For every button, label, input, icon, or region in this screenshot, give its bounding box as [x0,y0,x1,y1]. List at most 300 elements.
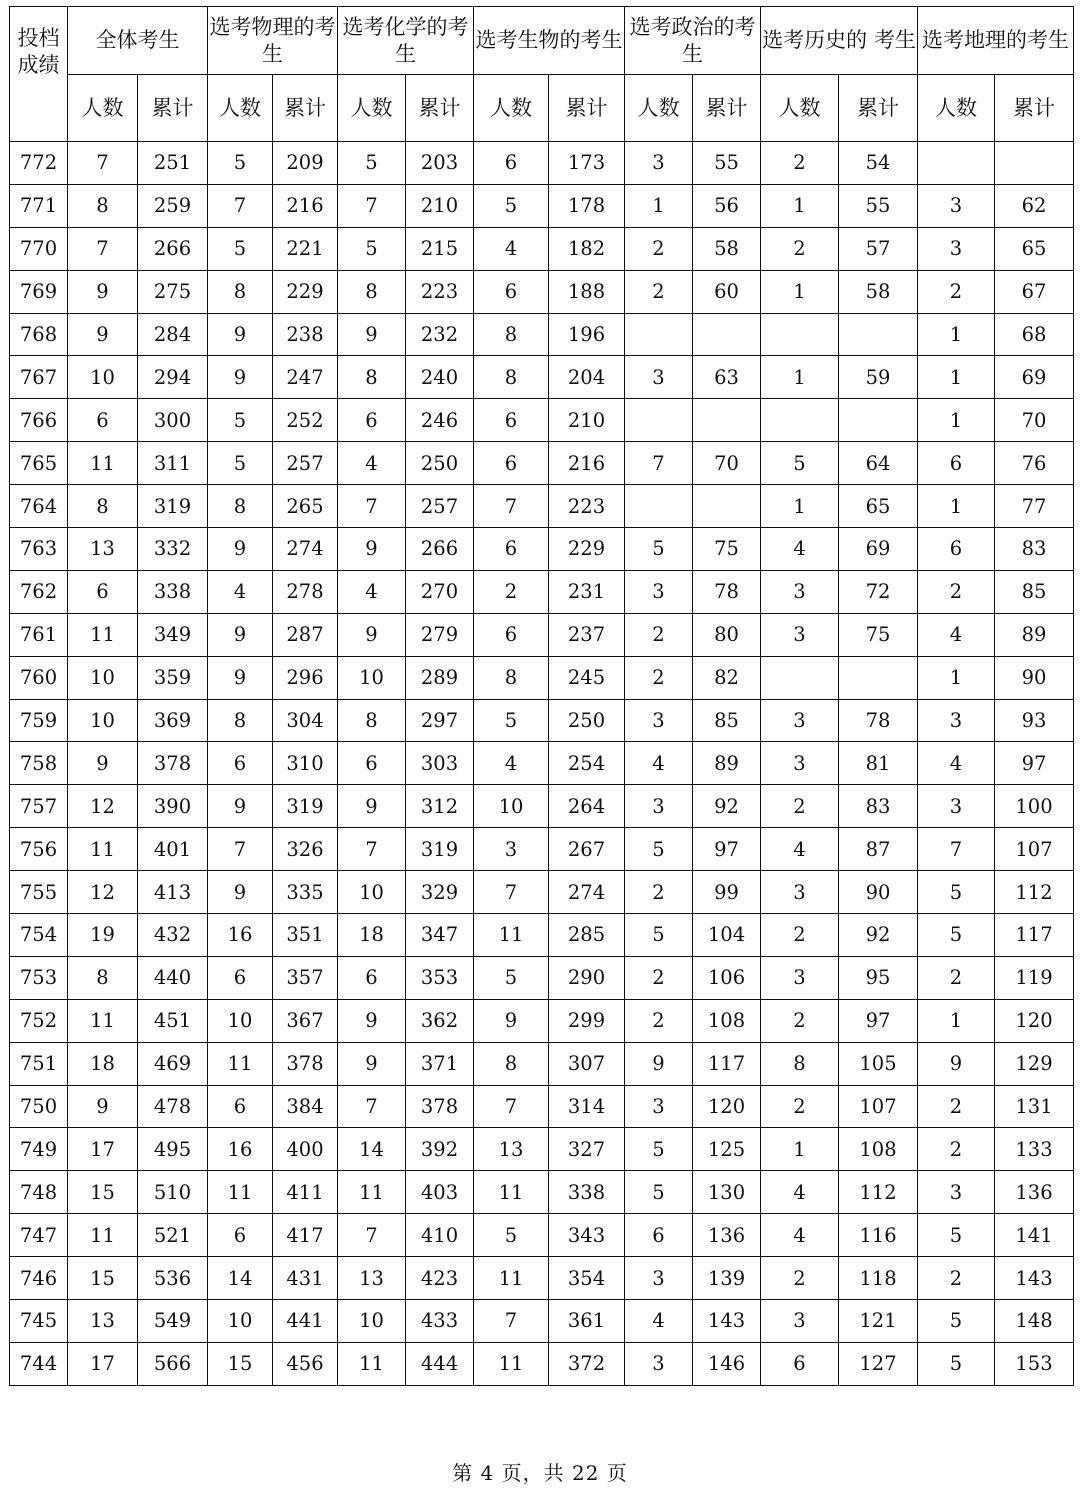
table-cell: 5 [208,442,273,485]
table-cell: 78 [839,699,918,742]
table-cell: 2 [625,871,693,914]
table-cell: 8 [338,270,406,313]
table-cell: 8 [68,485,138,528]
cumulative-header: 累计 [138,75,208,142]
table-cell: 319 [406,828,474,871]
score-cell: 772 [10,142,68,185]
table-cell: 10 [338,656,406,699]
cumulative-header: 累计 [549,75,625,142]
table-cell: 12 [68,871,138,914]
table-cell: 5 [625,528,693,571]
table-cell: 7 [208,828,273,871]
table-cell: 116 [839,1214,918,1257]
table-cell: 329 [406,871,474,914]
table-cell: 13 [68,1300,138,1343]
table-cell: 378 [138,742,208,785]
table-cell: 440 [138,956,208,999]
table-cell: 107 [995,828,1074,871]
table-cell: 289 [406,656,474,699]
table-cell: 354 [549,1257,625,1300]
table-cell: 413 [138,871,208,914]
table-cell: 521 [138,1214,208,1257]
table-cell: 5 [474,1214,549,1257]
table-cell: 5 [208,142,273,185]
table-cell: 10 [338,871,406,914]
table-cell: 108 [839,1128,918,1171]
table-cell: 403 [406,1171,474,1214]
table-cell: 279 [406,613,474,656]
table-cell: 11 [68,1214,138,1257]
table-cell: 451 [138,999,208,1042]
table-cell: 6 [918,528,995,571]
table-row [10,785,1074,828]
table-cell: 13 [474,1128,549,1171]
table-row [10,227,1074,270]
table-cell: 5 [338,227,406,270]
table-cell: 143 [995,1257,1074,1300]
table-cell: 204 [549,356,625,399]
table-cell: 5 [918,1300,995,1343]
table-cell: 3 [761,613,839,656]
score-cell: 746 [10,1257,68,1300]
table-row [10,184,1074,227]
table-cell: 8 [68,956,138,999]
table-cell [839,313,918,356]
table-cell: 5 [208,399,273,442]
table-cell: 4 [918,742,995,785]
table-cell: 70 [995,399,1074,442]
table-cell: 266 [138,227,208,270]
table-cell: 5 [625,1171,693,1214]
table-cell: 287 [273,613,338,656]
table-cell: 3 [625,699,693,742]
table-cell: 6 [68,570,138,613]
table-cell: 77 [995,485,1074,528]
table-cell: 254 [549,742,625,785]
score-cell: 753 [10,956,68,999]
table-cell: 433 [406,1300,474,1343]
table-row [10,313,1074,356]
table-cell: 431 [273,1257,338,1300]
table-cell: 97 [693,828,761,871]
table-cell: 266 [406,528,474,571]
table-row [10,1300,1074,1343]
table-row [10,1042,1074,1085]
table-cell: 68 [995,313,1074,356]
table-cell: 384 [273,1085,338,1128]
table-cell: 378 [273,1042,338,1085]
table-row [10,999,1074,1042]
table-cell: 9 [208,356,273,399]
table-row [10,613,1074,656]
table-cell: 7 [338,485,406,528]
table-cell: 89 [693,742,761,785]
table-cell: 9 [918,1042,995,1085]
table-cell: 69 [995,356,1074,399]
score-header: 投档成绩 [10,7,68,142]
table-cell: 417 [273,1214,338,1257]
cumulative-header: 累计 [406,75,474,142]
table-cell: 5 [918,1214,995,1257]
table-row [10,871,1074,914]
table-cell: 62 [995,184,1074,227]
table-cell: 17 [68,1128,138,1171]
table-cell: 8 [474,356,549,399]
table-cell: 75 [839,613,918,656]
table-cell: 6 [625,1214,693,1257]
table-cell: 469 [138,1042,208,1085]
table-cell: 3 [918,227,995,270]
table-cell [625,399,693,442]
group-header: 选考地理的考生 [918,7,1074,75]
table-cell: 6 [474,142,549,185]
table-cell: 105 [839,1042,918,1085]
table-cell: 95 [839,956,918,999]
table-cell: 6 [474,528,549,571]
table-cell: 245 [549,656,625,699]
table-cell: 11 [208,1171,273,1214]
table-cell: 9 [208,613,273,656]
table-cell: 6 [474,270,549,313]
table-cell: 3 [918,1171,995,1214]
table-cell: 108 [693,999,761,1042]
table-cell [839,399,918,442]
table-cell: 93 [995,699,1074,742]
table-cell: 4 [761,828,839,871]
table-cell: 6 [474,399,549,442]
table-cell: 19 [68,914,138,957]
table-cell: 335 [273,871,338,914]
table-cell: 81 [839,742,918,785]
table-cell: 353 [406,956,474,999]
table-row [10,570,1074,613]
table-cell: 216 [273,184,338,227]
table-row [10,656,1074,699]
table-cell: 1 [918,313,995,356]
table-cell: 57 [839,227,918,270]
table-cell: 441 [273,1300,338,1343]
table-cell: 9 [208,785,273,828]
table-cell: 15 [68,1171,138,1214]
score-cell: 762 [10,570,68,613]
table-cell: 14 [338,1128,406,1171]
group-header: 选考化学的考生 [338,7,474,75]
table-row [10,442,1074,485]
table-cell: 359 [138,656,208,699]
table-cell: 65 [995,227,1074,270]
table-cell [761,656,839,699]
table-cell: 69 [839,528,918,571]
table-cell: 392 [406,1128,474,1171]
table-cell: 4 [625,1300,693,1343]
table-cell: 361 [549,1300,625,1343]
score-cell: 748 [10,1171,68,1214]
table-cell: 332 [138,528,208,571]
table-cell [918,142,995,185]
table-cell: 146 [693,1342,761,1385]
score-cell: 764 [10,485,68,528]
table-cell: 310 [273,742,338,785]
table-cell: 10 [208,999,273,1042]
table-cell: 221 [273,227,338,270]
table-cell: 210 [406,184,474,227]
table-cell: 270 [406,570,474,613]
table-row [10,1342,1074,1385]
table-cell: 106 [693,956,761,999]
table-cell: 5 [761,442,839,485]
table-cell: 250 [406,442,474,485]
table-cell: 11 [68,828,138,871]
table-cell: 209 [273,142,338,185]
table-cell: 11 [68,999,138,1042]
table-row [10,1171,1074,1214]
count-header: 人数 [625,75,693,142]
table-cell: 72 [839,570,918,613]
table-cell: 8 [474,1042,549,1085]
table-cell: 10 [68,356,138,399]
table-cell: 251 [138,142,208,185]
table-cell: 423 [406,1257,474,1300]
group-header: 选考物理的考生 [208,7,338,75]
table-cell: 2 [918,956,995,999]
table-cell: 107 [839,1085,918,1128]
table-cell: 247 [273,356,338,399]
table-cell: 296 [273,656,338,699]
table-cell: 6 [338,742,406,785]
table-cell: 6 [208,742,273,785]
count-header: 人数 [918,75,995,142]
table-cell: 4 [208,570,273,613]
table-cell: 2 [761,999,839,1042]
table-cell [625,313,693,356]
table-cell: 3 [761,1300,839,1343]
table-cell: 1 [918,399,995,442]
group-header: 选考政治的考生 [625,7,761,75]
table-row [10,742,1074,785]
table-cell: 9 [338,785,406,828]
table-cell: 274 [273,528,338,571]
table-cell: 312 [406,785,474,828]
table-row [10,1214,1074,1257]
table-cell: 238 [273,313,338,356]
table-cell: 432 [138,914,208,957]
table-cell: 80 [693,613,761,656]
table-cell: 83 [995,528,1074,571]
table-cell: 3 [918,699,995,742]
score-cell: 770 [10,227,68,270]
table-cell: 300 [138,399,208,442]
table-cell: 3 [918,184,995,227]
table-cell: 5 [918,871,995,914]
table-cell: 12 [68,785,138,828]
cumulative-header: 累计 [273,75,338,142]
score-cell: 761 [10,613,68,656]
table-cell: 338 [549,1171,625,1214]
table-row [10,828,1074,871]
table-cell: 3 [761,699,839,742]
table-cell: 456 [273,1342,338,1385]
table-cell: 178 [549,184,625,227]
table-cell: 367 [273,999,338,1042]
table-cell: 9 [68,313,138,356]
table-cell: 97 [995,742,1074,785]
table-cell: 2 [625,613,693,656]
table-cell: 15 [208,1342,273,1385]
table-cell: 2 [625,956,693,999]
table-cell: 3 [625,1257,693,1300]
table-cell: 9 [68,1085,138,1128]
table-cell: 1 [761,1128,839,1171]
table-cell: 536 [138,1257,208,1300]
table-cell: 264 [549,785,625,828]
table-cell: 2 [625,270,693,313]
score-cell: 756 [10,828,68,871]
table-cell: 131 [995,1085,1074,1128]
table-cell: 7 [474,485,549,528]
table-cell: 70 [693,442,761,485]
table-cell: 378 [406,1085,474,1128]
table-cell: 10 [338,1300,406,1343]
table-cell: 1 [918,656,995,699]
table-cell: 4 [761,1214,839,1257]
table-row [10,699,1074,742]
table-cell: 259 [138,184,208,227]
table-cell: 63 [693,356,761,399]
table-cell: 7 [338,828,406,871]
score-cell: 745 [10,1300,68,1343]
table-cell: 7 [338,1214,406,1257]
table-cell: 3 [625,785,693,828]
table-cell: 2 [918,270,995,313]
table-cell: 250 [549,699,625,742]
table-cell: 10 [68,699,138,742]
table-cell: 411 [273,1171,338,1214]
table-cell: 125 [693,1128,761,1171]
table-cell: 7 [338,184,406,227]
table-cell: 85 [693,699,761,742]
table-cell: 97 [839,999,918,1042]
table-cell: 5 [918,914,995,957]
count-header: 人数 [208,75,273,142]
table-cell: 9 [208,313,273,356]
table-cell: 5 [918,1342,995,1385]
table-cell: 400 [273,1128,338,1171]
table-cell: 3 [761,570,839,613]
table-cell: 17 [68,1342,138,1385]
table-cell: 5 [338,142,406,185]
table-cell: 304 [273,699,338,742]
score-cell: 752 [10,999,68,1042]
table-cell: 18 [68,1042,138,1085]
table-cell: 141 [995,1214,1074,1257]
table-cell [693,313,761,356]
table-cell: 7 [338,1085,406,1128]
table-cell: 6 [208,1085,273,1128]
table-cell: 2 [918,1085,995,1128]
table-cell: 299 [549,999,625,1042]
table-cell: 5 [208,227,273,270]
table-body [10,142,1074,1386]
table-cell: 223 [549,485,625,528]
table-cell [839,656,918,699]
table-cell: 5 [474,956,549,999]
table-cell: 139 [693,1257,761,1300]
table-cell: 78 [693,570,761,613]
table-row [10,1085,1074,1128]
score-cell: 755 [10,871,68,914]
table-cell: 2 [918,570,995,613]
table-cell: 4 [338,442,406,485]
table-cell: 10 [208,1300,273,1343]
table-cell: 1 [761,356,839,399]
table-cell: 18 [338,914,406,957]
table-cell: 2 [761,1257,839,1300]
table-cell: 55 [839,184,918,227]
table-cell: 7 [474,1085,549,1128]
table-cell: 55 [693,142,761,185]
table-cell: 188 [549,270,625,313]
table-cell: 2 [761,1085,839,1128]
table-cell: 3 [625,1085,693,1128]
subheader-row [10,75,1074,142]
table-cell: 16 [208,914,273,957]
table-cell: 2 [761,227,839,270]
table-cell: 566 [138,1342,208,1385]
table-cell: 8 [338,699,406,742]
table-cell: 495 [138,1128,208,1171]
table-cell: 65 [839,485,918,528]
table-cell: 182 [549,227,625,270]
score-cell: 760 [10,656,68,699]
table-cell: 5 [625,1128,693,1171]
score-cell: 763 [10,528,68,571]
table-cell: 297 [406,699,474,742]
table-cell: 54 [839,142,918,185]
table-cell [761,313,839,356]
table-cell: 117 [693,1042,761,1085]
table-cell: 390 [138,785,208,828]
table-cell: 104 [693,914,761,957]
table-cell: 257 [273,442,338,485]
table-cell: 5 [625,914,693,957]
table-cell: 229 [549,528,625,571]
table-cell: 2 [625,656,693,699]
table-cell: 8 [474,656,549,699]
table-cell: 143 [693,1300,761,1343]
table-cell: 343 [549,1214,625,1257]
table-cell: 216 [549,442,625,485]
score-cell: 758 [10,742,68,785]
table-row [10,270,1074,313]
table-cell: 6 [918,442,995,485]
table-row [10,356,1074,399]
page-footer: 第 4 页，共 22 页 [452,1461,628,1485]
table-cell: 327 [549,1128,625,1171]
table-cell: 284 [138,313,208,356]
table-row [10,914,1074,957]
table-cell: 401 [138,828,208,871]
table-cell: 303 [406,742,474,785]
table-cell: 58 [693,227,761,270]
table-cell: 410 [406,1214,474,1257]
table-cell: 4 [474,742,549,785]
table-cell: 11 [474,1342,549,1385]
table-cell: 6 [761,1342,839,1385]
table-cell: 4 [338,570,406,613]
table-cell: 4 [625,742,693,785]
table-cell: 118 [839,1257,918,1300]
table-cell: 1 [625,184,693,227]
